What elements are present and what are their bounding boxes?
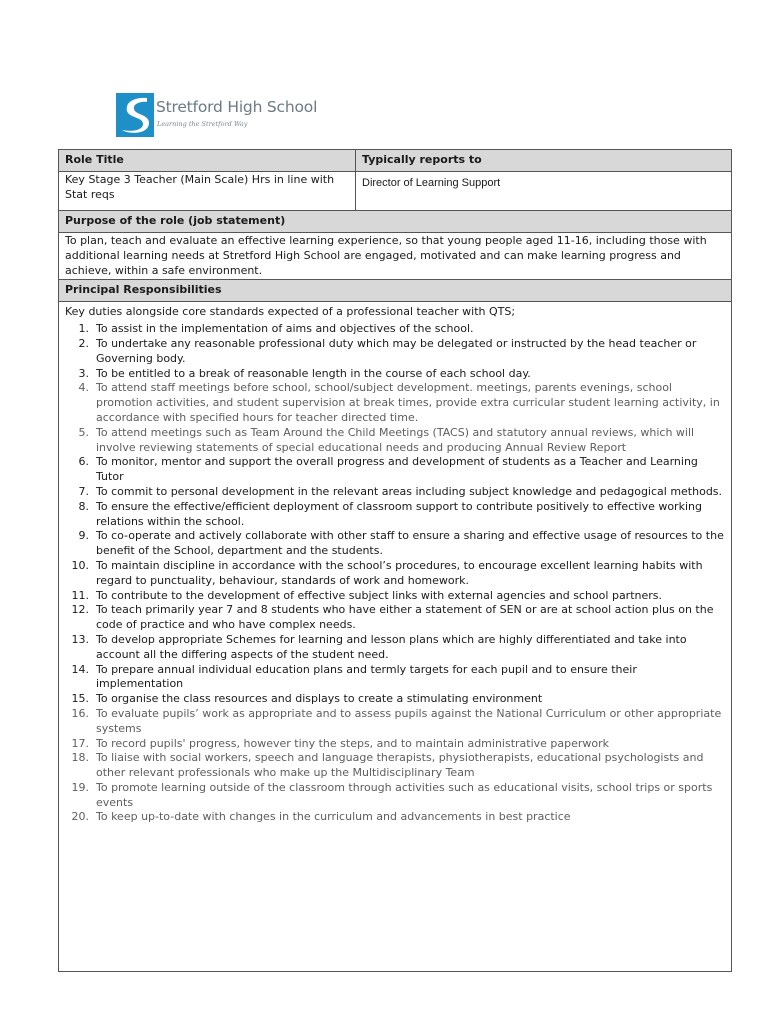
list-item [65,781,725,811]
list-item [65,751,725,781]
list-item-text: To monitor, mentor and support the overall progress and development of students as a Teacher and Learning Tutor [96,455,698,484]
list-item-number: 11. [71,588,89,602]
list-item-text: To be entitled to a break of reasonable length in the course of each school day. [96,366,531,380]
list-item [65,322,725,337]
list-item-text: To undertake any reasonable professional duty which may be delegated or instructed by the head teacher or Governing body. [96,336,697,365]
list-item [65,381,725,425]
list-item-number: 5. [78,425,89,439]
list-item [65,337,725,367]
role-title-label: Role Title [59,150,356,172]
list-item-text: To promote learning outside of the classroom through activities such as educational visits, school trips or sports events [96,780,713,809]
reports-to-label: Typically reports to [356,150,732,172]
list-item-number: 10. [71,558,89,572]
list-item [65,737,725,752]
list-item-text: To liaise with social workers, speech and language therapists, physiotherapists, educational psychologists and other relevant professionals who make up the Multidisciplinary Team [96,751,704,780]
list-item-number: 7. [78,484,89,498]
list-item-number: 18. [71,751,89,765]
list-item-text: To ensure the effective/efficient deployment of classroom support to contribute positively to effective working relations within the school. [96,499,702,528]
list-item-number: 20. [71,810,89,824]
list-item [65,633,725,663]
list-item-text: To record pupils' progress, however tiny the steps, and to maintain administrative paperwork [96,736,610,750]
responsibilities-body [59,302,732,972]
logo-school-name: Stretford High School [156,98,318,116]
purpose-heading-row [59,211,732,233]
list-item [65,707,725,737]
role-row [59,172,732,211]
list-item-text: To assist in the implementation of aims and objectives of the school. [96,322,474,336]
list-item [65,485,725,500]
list-item-text: To attend meetings such as Team Around the Child Meetings (TACS) and statutory annual reviews, which will involve reviewing statements of special educational needs and producing Annual Review Report [96,425,695,454]
list-item-number: 3. [78,366,89,380]
list-item-number: 1. [78,322,89,336]
list-item [65,603,725,633]
role-title-value: Key Stage 3 Teacher (Main Scale) Hrs in line with Stat reqs [59,172,356,211]
job-description-table [58,149,732,972]
list-item-text: To commit to personal development in the relevant areas including subject knowledge and pedagogical methods. [96,484,723,498]
list-item-text: To attend staff meetings before school, school/subject development. meetings, parents evenings, school promotion activities, and student supervision at break times, provide extra curricular student learning activity, in accordance with specified hours for teacher directed time. [96,381,720,424]
list-item-number: 8. [78,499,89,513]
responsibilities-heading-row [59,280,732,302]
list-item [65,426,725,456]
list-item-text: To teach primarily year 7 and 8 students who have either a statement of SEN or are at school action plus on the code of practice and who have complex needs. [96,603,714,632]
school-logo [116,93,318,137]
purpose-text: To plan, teach and evaluate an effective learning experience, so that young people aged 11-16, including those with additional learning needs at Stretford High School are engaged, motivated and can make learning progress and achieve, within a safe environment. [59,233,732,280]
header-row [59,150,732,172]
list-item-number: 14. [71,662,89,676]
list-item [65,455,725,485]
list-item-text: To co-operate and actively collaborate with other staff to ensure a sharing and effective usage of resources to the benefit of the School, department and the students. [96,529,724,558]
list-item-number: 19. [71,780,89,794]
list-item [65,500,725,530]
responsibilities-intro: Key duties alongside core standards expected of a professional teacher with QTS; [65,305,516,319]
list-item-number: 2. [78,336,89,350]
purpose-heading: Purpose of the role (job statement) [59,211,732,233]
purpose-row [59,233,732,280]
list-item-text: To organise the class resources and displays to create a stimulating environment [96,692,543,706]
list-item-text: To maintain discipline in accordance with the school’s procedures, to encourage excellent learning habits with regard to punctuality, behaviour, standards of work and homework. [96,558,703,587]
list-item [65,692,725,707]
list-item-number: 6. [78,455,89,469]
list-item [65,663,725,693]
list-item [65,810,725,825]
list-item-text: To prepare annual individual education plans and termly targets for each pupil and to ensure their implementation [96,662,637,691]
responsibilities-row [59,302,732,972]
list-item [65,589,725,604]
logo-tagline: Learning the Stretford Way [157,120,248,128]
list-item-text: To develop appropriate Schemes for learning and lesson plans which are highly differentiated and take into account all the differing aspects of the student need. [96,632,687,661]
list-item-number: 13. [71,632,89,646]
list-item-number: 17. [71,736,89,750]
list-item-number: 9. [78,529,89,543]
list-item-number: 15. [71,692,89,706]
list-item-text: To evaluate pupils’ work as appropriate and to assess pupils against the National Curriculum or other appropriate systems [96,706,722,735]
list-item [65,559,725,589]
list-item-number: 16. [71,706,89,720]
responsibilities-heading: Principal Responsibilities [59,280,732,302]
list-item [65,367,725,382]
list-item [65,529,725,559]
list-item-number: 4. [78,381,89,395]
duties-list [65,322,725,825]
list-item-text: To keep up-to-date with changes in the curriculum and advancements in best practice [96,810,571,824]
logo-mark-icon [116,93,154,137]
list-item-number: 12. [71,603,89,617]
reports-to-value: Director of Learning Support [356,172,732,211]
list-item-text: To contribute to the development of effective subject links with external agencies and school partners. [96,588,663,602]
